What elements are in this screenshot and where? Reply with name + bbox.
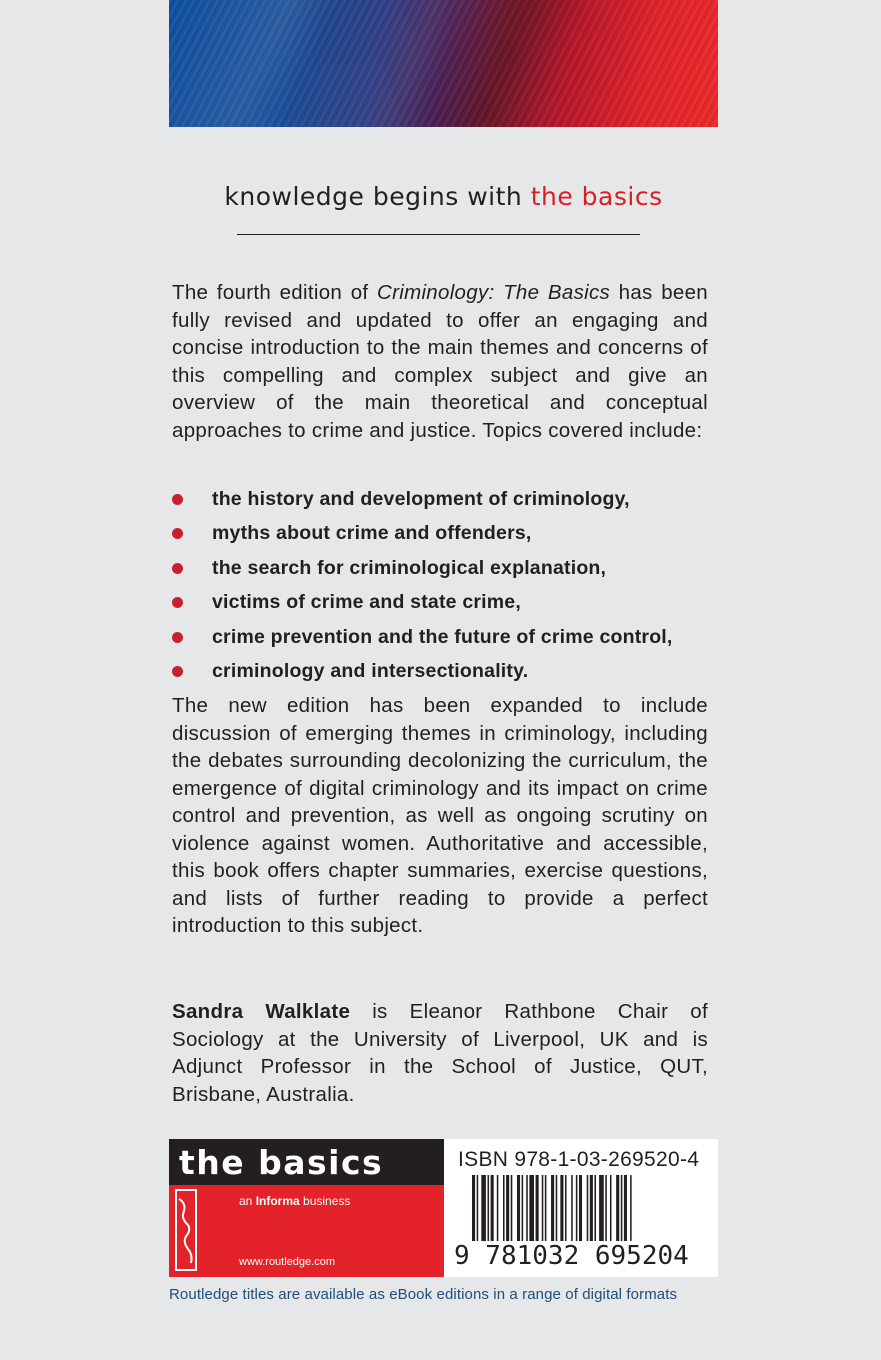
topic-item: [172, 519, 712, 553]
barcode-digits: 9 781032 695204: [454, 1241, 689, 1271]
routledge-logo-icon: [175, 1189, 197, 1271]
barcode-bar: [560, 1175, 563, 1241]
bullet-dot-icon: [172, 528, 183, 539]
topic-item: [172, 554, 712, 588]
tagline-divider: [237, 234, 640, 235]
author-name: Sandra Walklate: [172, 1000, 351, 1023]
intro-before: The fourth edition of: [172, 281, 377, 304]
bullet-dot-icon: [172, 563, 183, 574]
barcode-bar: [517, 1175, 520, 1241]
barcode-bar: [576, 1175, 578, 1241]
barcode-bar: [536, 1175, 539, 1241]
barcode-bar: [565, 1175, 567, 1241]
series-logo: the basics: [179, 1143, 384, 1182]
barcode-bar: [594, 1175, 596, 1241]
topic-text: criminology and intersectionality.: [212, 659, 529, 682]
ebook-availability-note: Routledge titles are available as eBook editions in a range of digital formats: [169, 1286, 678, 1303]
topic-text: the history and development of criminology,: [212, 488, 630, 510]
isbn-label: ISBN 978-1-03-269520-4: [458, 1148, 700, 1171]
tagline-text: knowledge begins with: [224, 182, 531, 211]
barcode-bar: [503, 1175, 505, 1241]
barcode-bar: [556, 1175, 558, 1241]
series-tagline: [169, 182, 718, 211]
topics-list: [172, 485, 712, 691]
barcode-bar: [506, 1175, 509, 1241]
publisher-brand-block: [169, 1139, 444, 1277]
barcode-bar: [587, 1175, 589, 1241]
barcode-bar: [526, 1175, 528, 1241]
topic-text: crime prevention and the future of crime control,: [212, 625, 673, 648]
topic-text: the search for criminological explanation,: [212, 556, 607, 579]
topic-text: myths about crime and offenders,: [212, 522, 532, 545]
barcode-bar: [497, 1175, 499, 1241]
barcode-bar: [477, 1175, 479, 1241]
cover-gradient-banner: [169, 0, 718, 127]
topic-item: [172, 485, 712, 519]
bullet-dot-icon: [172, 632, 183, 643]
barcode-bar: [522, 1175, 524, 1241]
barcode-bar: [472, 1175, 475, 1241]
barcode-bar: [571, 1175, 573, 1241]
expanded-edition-paragraph: The new edition has been expanded to include discussion of emerging themes in criminology, including the debates surrounding decolonizing the curriculum, the emergence of digital criminology and its impact on crime control and prevention, as well as ongoing scrutiny on violence against women. Authoritative and accessible, this book offers chapter summaries, exercise questions, and lists of further reading to provide a perfect introduction to this subject.: [172, 694, 708, 937]
barcode-bar: [545, 1175, 547, 1241]
barcode-bar: [616, 1175, 619, 1241]
isbn-barcode-block: [444, 1139, 718, 1277]
bullet-dot-icon: [172, 666, 183, 677]
author-bio-text: is Eleanor Rathbone Chair of Sociology at the University of Liverpool, UK and is Adjunct Professor in the School of Justice, QUT, Brisbane, Australia.: [172, 1000, 708, 1106]
barcode-bar: [579, 1175, 582, 1241]
barcode-icon: [472, 1175, 694, 1241]
tagline-pre: an: [239, 1194, 256, 1208]
topic-item: [172, 588, 712, 622]
barcode-bar: [605, 1175, 607, 1241]
barcode-bar: [551, 1175, 554, 1241]
publisher-website: www.routledge.com: [239, 1256, 335, 1268]
barcode-bar: [610, 1175, 612, 1241]
informa-tagline: [239, 1194, 350, 1208]
barcode-bar: [624, 1175, 627, 1241]
topic-item: [172, 623, 712, 657]
tagline-post: business: [299, 1194, 351, 1208]
topic-text: victims of crime and state crime,: [212, 591, 521, 614]
barcode-bar: [630, 1175, 632, 1241]
barcode-bar: [529, 1175, 534, 1241]
intro-paragraph: [172, 279, 708, 444]
barcode-bar: [621, 1175, 623, 1241]
barcode-bar: [491, 1175, 494, 1241]
barcode-bar: [511, 1175, 513, 1241]
bullet-dot-icon: [172, 494, 183, 505]
barcode-bar: [599, 1175, 604, 1241]
book-title: Criminology: The Basics: [376, 281, 611, 304]
barcode-bar: [488, 1175, 490, 1241]
barcode-bar: [590, 1175, 593, 1241]
intro-after: has been fully revised and updated to offer an engaging and concise introduction to the main themes and concerns of this compelling and complex subject and give an overview of the main theoretical and conceptual approaches to crime and justice. Topics covered include:: [172, 281, 708, 442]
topic-item: [172, 657, 712, 691]
author-bio: [172, 998, 708, 1108]
barcode-bar: [542, 1175, 544, 1241]
tagline-bold: Informa: [255, 1194, 300, 1208]
bullet-dot-icon: [172, 597, 183, 608]
barcode-bar: [481, 1175, 486, 1241]
tagline-accent: the basics: [530, 182, 663, 211]
